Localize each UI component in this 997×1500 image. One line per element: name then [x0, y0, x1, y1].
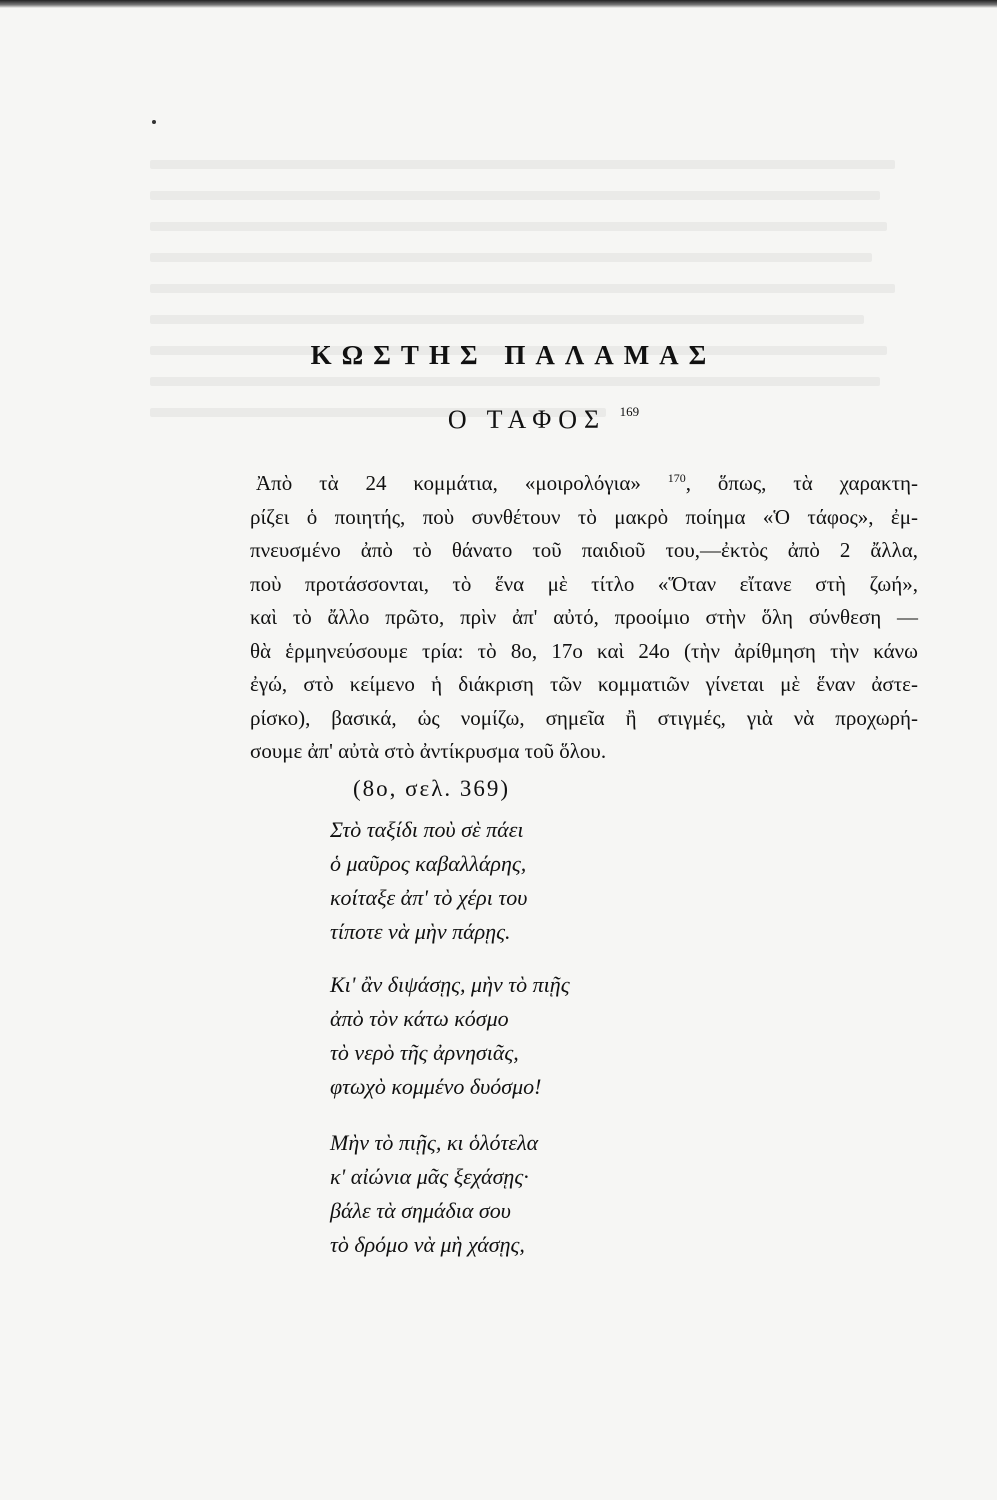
prose-line [250, 462, 918, 501]
prose-line: ποὺ προτάσσονται, τὸ ἕνα μὲ τίτλο «Ὅταν εἴτανε στὴ ζωή», [250, 571, 918, 596]
prose-footnote-ref: 170 [667, 471, 686, 485]
title-footnote-ref: 169 [619, 404, 640, 419]
prose-line-1-tail: , ὅπως, τὰ χαρακτη- [685, 471, 918, 495]
verse-line: Μὴν τὸ πιῇς, κι ὁλότελα [330, 1130, 539, 1155]
poem-reference: (8ο, σελ. 369) [353, 776, 511, 801]
prose-line: πνευσμένο ἀπὸ τὸ θάνατο τοῦ παιδιοῦ του,—ἐκτὸς ἀπὸ 2 ἄλλα, [250, 538, 918, 562]
prose-line: σουμε ἀπ' αὐτὰ στὸ ἀντίκρυσμα τοῦ ὅλου. [250, 739, 607, 763]
prose-line: ρίσκο), βασικά, ὡς νομίζω, σημεῖα ἢ στιγμές, γιὰ νὰ προχωρή- [250, 705, 918, 730]
stanza [330, 813, 527, 949]
poem-title [0, 404, 997, 435]
stanza [330, 968, 570, 1104]
verse-line: βάλε τὰ σημάδια σου [330, 1198, 511, 1223]
verse-line: Στὸ ταξίδι ποὺ σὲ πάει [330, 817, 524, 842]
verse-line: κοίταξε ἀπ' τὸ χέρι του [330, 885, 528, 910]
verse-line: ὁ μαῦρος καβαλλάρης, [330, 851, 527, 876]
author-heading: ΚΩΣΤΗΣ ΠΑΛΑΜΑΣ [310, 340, 717, 370]
prose-paragraph [250, 462, 918, 769]
paper-speck [152, 120, 156, 124]
page-top-edge [0, 0, 997, 8]
prose-line-1-text: Ἀπὸ τὰ 24 κομμάτια, «μοιρολόγια» [256, 471, 641, 495]
poem-title-text: Ο ΤΑΦΟΣ [447, 405, 607, 434]
prose-line: ρίζει ὁ ποιητής, ποὺ συνθέτουν τὸ μακρὸ ποίημα «Ὁ τάφος», ἐμ- [250, 504, 918, 529]
prose-line: θὰ ἑρμηνεύσουμε τρία: τὸ 8ο, 17ο καὶ 24ο (τὴν ἀρίθμηση τὴν κάνω [250, 638, 918, 663]
verse-line: Κι' ἂν διψάσῃς, μὴν τὸ πιῇς [330, 972, 570, 997]
prose-line: καὶ τὸ ἄλλο πρῶτο, πρὶν ἀπ' αὐτό, προοίμιο στὴν ὅλη σύνθεση — [250, 605, 918, 629]
verse-line: φτωχὸ κομμένο δυόσμο! [330, 1074, 542, 1099]
stanza [330, 1126, 538, 1262]
prose-line: ἐγώ, στὸ κείμενο ἡ διάκριση τῶν κομματιῶν γίνεται μὲ ἕναν ἀστε- [250, 672, 918, 696]
verse-line: τὸ νερὸ τῆς ἀρνησιᾶς, [330, 1040, 519, 1065]
verse-line: κ' αἰώνια μᾶς ξεχάσῃς· [330, 1164, 529, 1189]
verse-line: τίποτε νὰ μὴν πάρῃς. [330, 919, 511, 944]
verse-line: τὸ δρόμο νὰ μὴ χάσῃς, [330, 1232, 525, 1257]
verse-line: ἀπὸ τὸν κάτω κόσμο [330, 1006, 509, 1031]
